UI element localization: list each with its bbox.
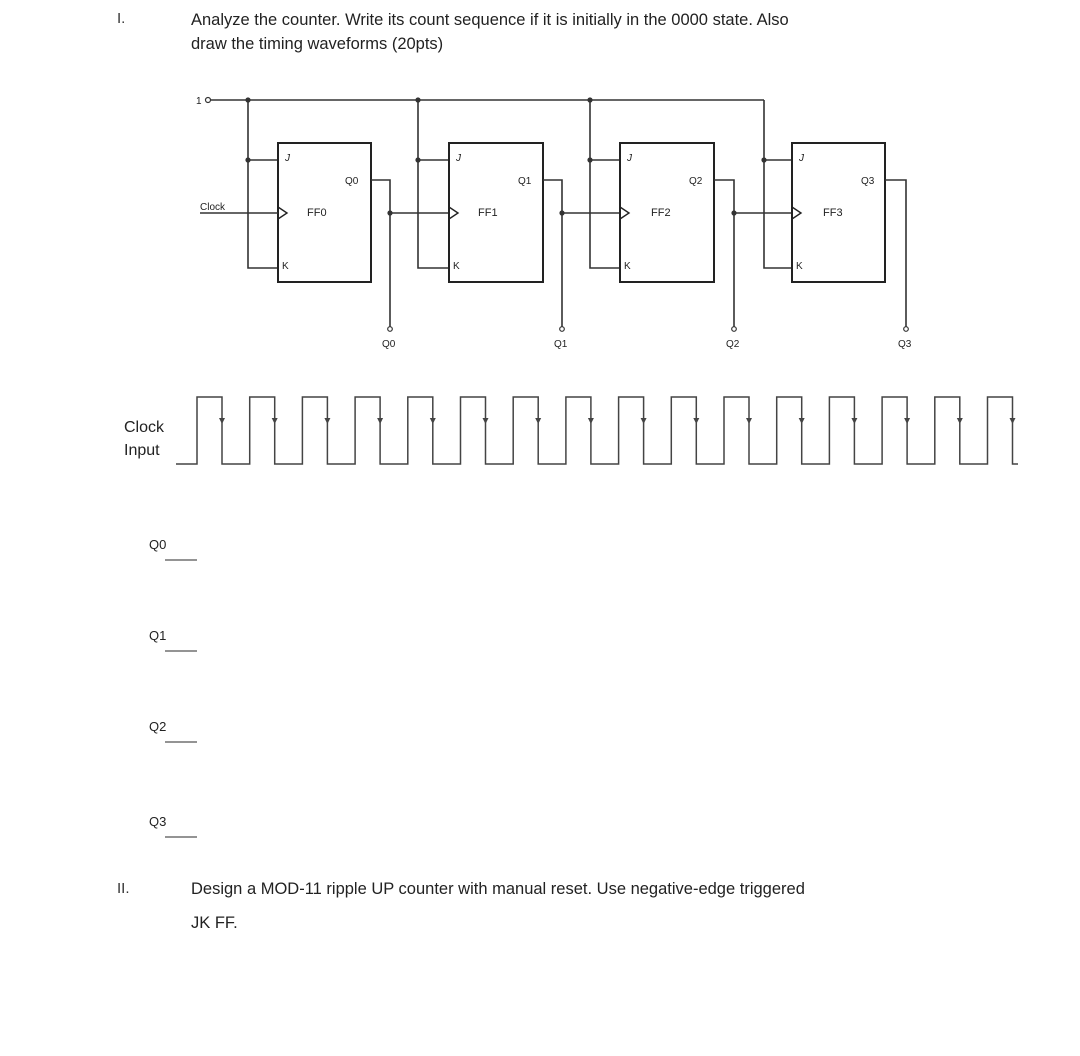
junction-dot (387, 210, 392, 215)
question-2-line-1: Design a MOD-11 ripple UP counter with manual reset. Use negative-edge triggered (191, 880, 805, 898)
ff3-q-wire (885, 180, 906, 327)
flip-flop-ff3 (731, 100, 911, 350)
clock-waveform (176, 397, 1018, 464)
ff2-j-label: J (627, 153, 632, 164)
falling-edge-arrow (641, 418, 647, 424)
junction-dot (731, 210, 736, 215)
ff1-k-label: K (453, 261, 460, 272)
q1-output-label: Q1 (554, 339, 568, 350)
junction-dot (245, 157, 250, 162)
falling-edge-arrow (957, 418, 963, 424)
falling-edge-arrow (588, 418, 594, 424)
q3-terminal (904, 327, 909, 332)
q3-waveform-label: Q3 (149, 814, 167, 829)
q2-terminal (732, 327, 737, 332)
q0-output-label: Q0 (382, 339, 396, 350)
falling-edge-arrow (272, 418, 278, 424)
ff2-jk-wire (590, 100, 620, 268)
falling-edge-arrow (693, 418, 699, 424)
question-1-number: I. (117, 10, 126, 27)
q2-output-label: Q2 (726, 339, 740, 350)
falling-edge-arrow (377, 418, 383, 424)
ff2-q-label: Q2 (689, 176, 703, 187)
ff1-q-wire (543, 180, 562, 327)
junction-dot (587, 157, 592, 162)
ff1-jk-wire (418, 100, 449, 268)
ff0-q-label: Q0 (345, 176, 359, 187)
question-2-line-2: JK FF. (191, 914, 238, 932)
q0-terminal (388, 327, 393, 332)
ff1-j-label: J (456, 153, 461, 164)
ff0-j-label: J (285, 153, 290, 164)
junction-dot (559, 210, 564, 215)
junction-dot (761, 157, 766, 162)
ff2-name: FF2 (651, 207, 671, 219)
ff0-k-label: K (282, 261, 289, 272)
falling-edge-arrow (535, 418, 541, 424)
question-2-number: II. (117, 880, 130, 897)
q0-waveform-label: Q0 (149, 537, 167, 552)
ff0-name: FF0 (307, 207, 327, 219)
flip-flop-ff0 (245, 100, 395, 350)
ff3-name: FF3 (823, 207, 843, 219)
clock-label: Clock (200, 202, 226, 213)
clock-input-label-line1: Clock (124, 419, 165, 436)
ff0-jk-wire (248, 100, 278, 268)
falling-edge-arrow (324, 418, 330, 424)
ff1-q-label: Q1 (518, 176, 532, 187)
q3-output-label: Q3 (898, 339, 912, 350)
falling-edge-arrow (799, 418, 805, 424)
falling-edge-arrow (851, 418, 857, 424)
falling-edge-arrow (430, 418, 436, 424)
falling-edge-arrow (483, 418, 489, 424)
falling-edge-arrow (746, 418, 752, 424)
ff0-q-wire (371, 180, 390, 327)
ff3-q-label: Q3 (861, 176, 875, 187)
q2-waveform-label: Q2 (149, 719, 167, 734)
falling-edge-arrow (1010, 418, 1016, 424)
clock-pulse-train (176, 397, 1018, 464)
ff2-q-wire (714, 180, 734, 327)
question-2-text (191, 877, 805, 935)
ff1-name: FF1 (478, 207, 498, 219)
q1-waveform-label: Q1 (149, 628, 167, 643)
flip-flop-ff1 (387, 100, 567, 350)
falling-edge-arrow (219, 418, 225, 424)
ff3-k-label: K (796, 261, 803, 272)
question-1-line-2: draw the timing waveforms (20pts) (191, 35, 444, 53)
high-input-label: 1 (196, 96, 202, 107)
flip-flop-ff2 (559, 100, 739, 350)
clock-input-label-line2: Input (124, 442, 160, 459)
ff2-k-label: K (624, 261, 631, 272)
high-input-terminal (206, 98, 211, 103)
question-1-line-1: Analyze the counter. Write its count sequence if it is initially in the 0000 state. Also (191, 11, 789, 29)
ff3-jk-wire (764, 100, 792, 268)
q1-terminal (560, 327, 565, 332)
ff3-j-label: J (799, 153, 804, 164)
junction-dot (415, 157, 420, 162)
falling-edge-arrow (904, 418, 910, 424)
